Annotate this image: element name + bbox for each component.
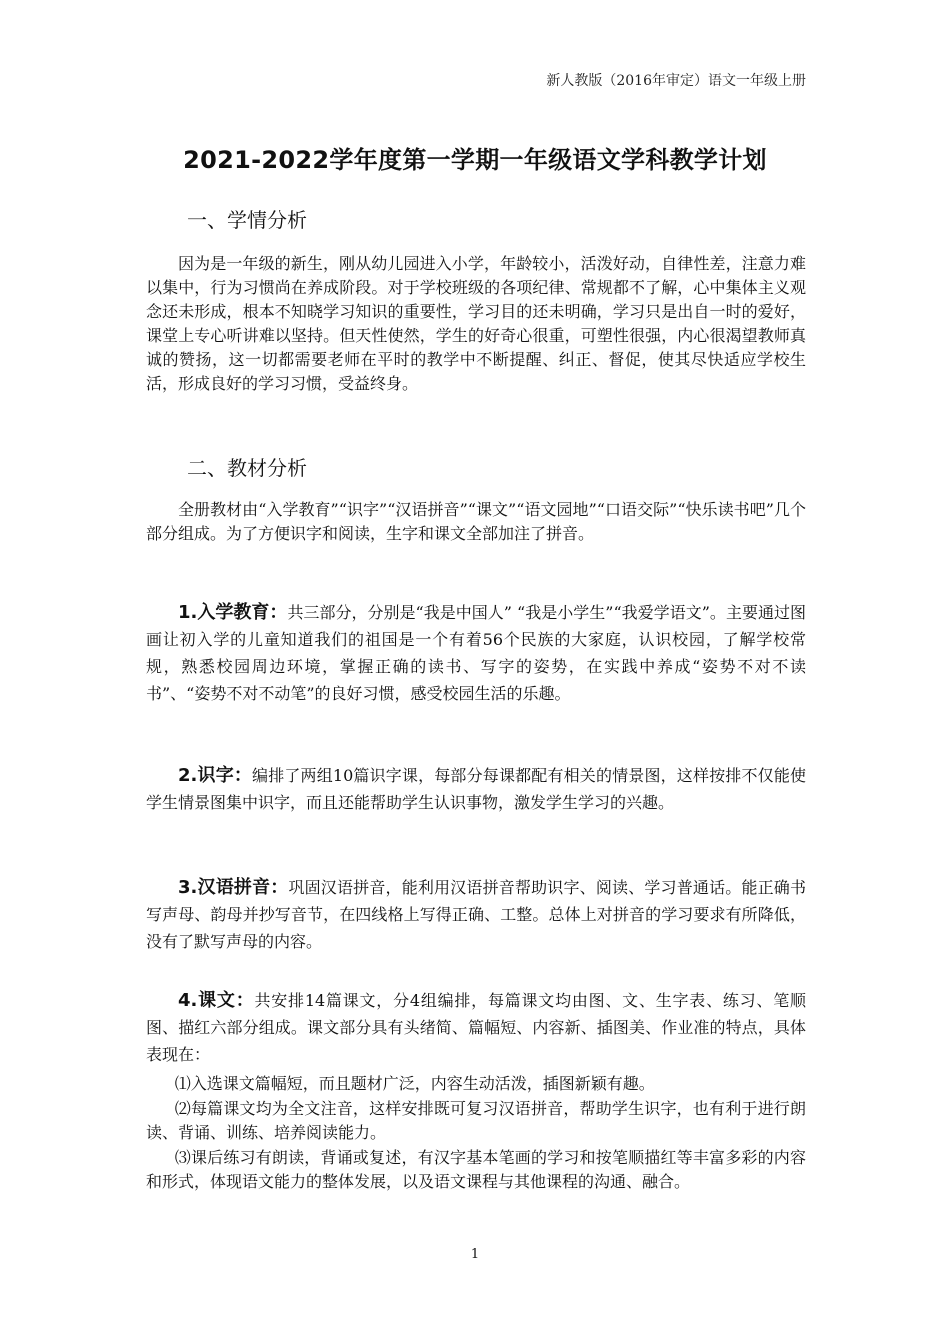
page-number: 1 [470,1247,480,1262]
item-label: 4.课文： [178,990,255,1011]
item-text: 共安排14篇课文，分4组编排，每篇课文均由图、文、生字表、练习、笔顺图、描红六部分组成。课文部分具有头绪简、篇幅短、内容新、插图美、作业准的特点，具体表现在： [146,991,806,1064]
sublist-item: ⑶课后练习有朗读，背诵或复述，有汉字基本笔画的学习和按笔顺描红等丰富多彩的内容和形式，体现语文能力的整体发展，以及语文课程与其他课程的沟通、融合。 [146,1148,806,1191]
list-item [146,987,806,1068]
section-heading-learning-analysis: 一、学情分析 [187,208,307,232]
item-label: 3.汉语拼音： [178,877,289,898]
list-item [146,599,806,707]
sublist-item: ⑴入选课文篇幅短，而且题材广泛，内容生动活泼，插图新颖有趣。 [174,1074,655,1093]
running-header: 新人教版（2016年审定）语文一年级上册 [546,73,806,89]
sublist-item: ⑵每篇课文均为全文注音，这样安排既可复习汉语拼音，帮助学生识字，也有利于进行朗读、背诵、训练、培养阅读能力。 [146,1099,806,1142]
section-paragraph: 因为是一年级的新生，刚从幼儿园进入小学，年龄较小，活泼好动，自律性差，注意力难以集中，行为习惯尚在养成阶段。对于学校班级的各项纪律、常规都不了解，心中集体主义观念还未形成，根本不知晓学习知识的重要性，学习目的还未明确，学习只是出自一时的爱好，课堂上专心听讲难以坚持。但天性使然，学生的好奇心很重，可塑性很强，内心很渴望教师真诚的赞扬，这一切都需要老师在平时的教学中不断提醒、纠正、督促，使其尽快适应学校生活，形成良好的学习习惯，受益终身。 [146,254,806,393]
list-item [146,762,806,816]
item-text: 共三部分，分别是“我是中国人” “我是小学生”“我爱学语文”。主要通过图画让初入学的儿童知道我们的祖国是一个有着56个民族的大家庭，认识校园，了解学校常规，熟悉校园周边环境，掌握正确的读书、写字的姿势，在实践中养成“姿势不对不读书”、“姿势不对不动笔”的良好习惯，感受校园生活的乐趣。 [146,603,806,703]
section-heading-textbook-analysis: 二、教材分析 [187,456,307,480]
item-text: 巩固汉语拼音，能利用汉语拼音帮助识字、阅读、学习普通话。能正确书写声母、韵母并抄写音节，在四线格上写得正确、工整。总体上对拼音的学习要求有所降低，没有了默写声母的内容。 [146,878,806,951]
item-label: 1.入学教育： [178,602,288,623]
item-label: 2.识字： [178,765,253,786]
item-text: 编排了两组10篇识字课，每部分每课都配有相关的情景图，这样按排不仅能使学生情景图集中识字，而且还能帮助学生认识事物，激发学生学习的兴趣。 [146,766,806,812]
list-item [146,874,806,955]
document-title: 2021-2022学年度第一学期一年级语文学科教学计划 [183,146,767,174]
section-paragraph: 全册教材由“入学教育”“识字”“汉语拼音”“课文”“语文园地”“口语交际”“快乐读书吧”几个部分组成。为了方便识字和阅读，生字和课文全部加注了拼音。 [146,500,806,543]
